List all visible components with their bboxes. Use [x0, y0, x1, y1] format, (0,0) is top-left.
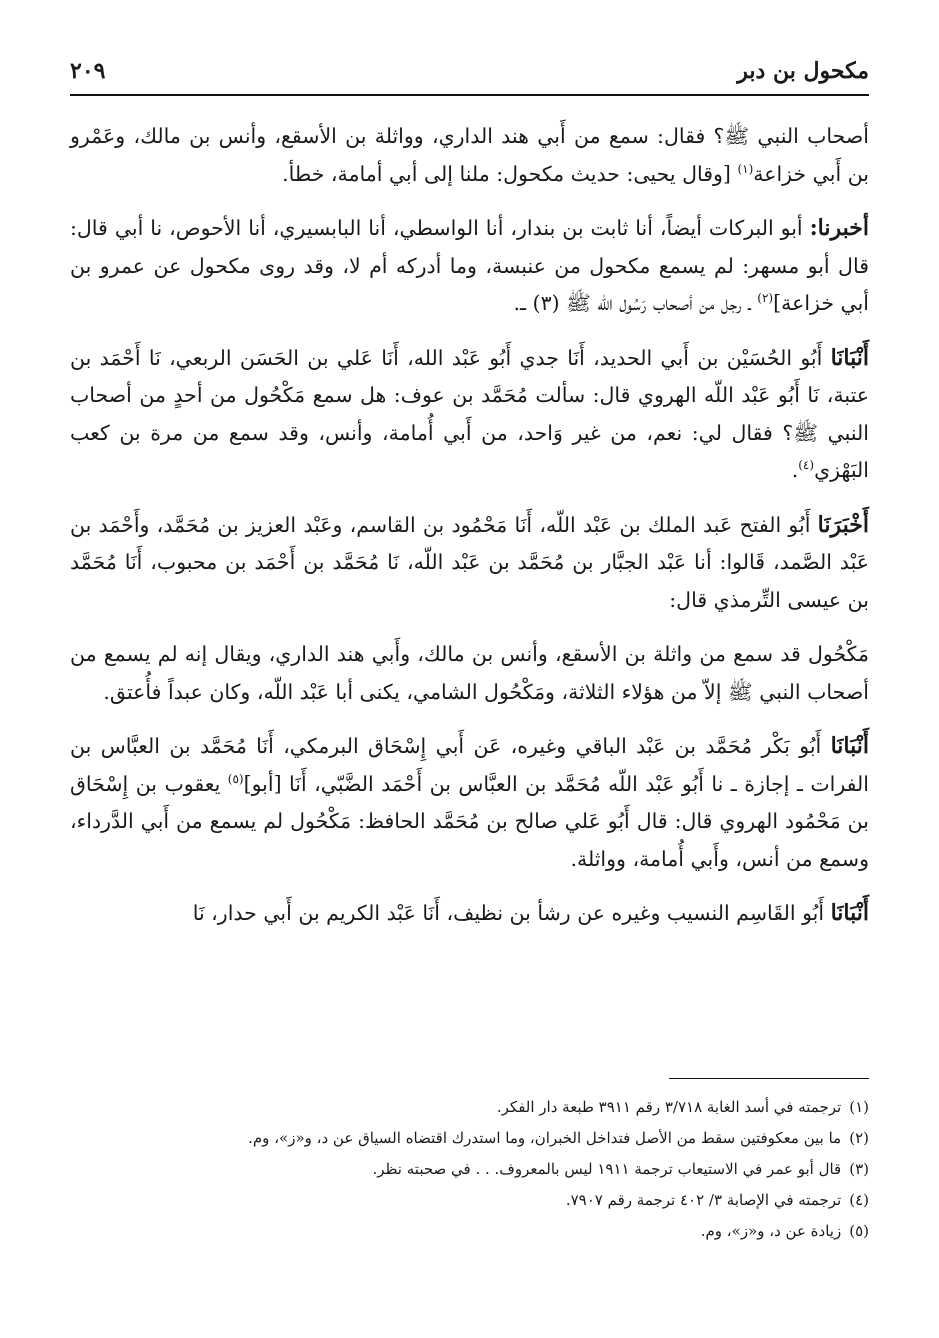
- footnote-text: زيادة عن د، و«ز»، وم.: [700, 1222, 842, 1240]
- footnote: [70, 1123, 869, 1154]
- paragraph-text: أَبُو الحُسَيْن بن أَبي الحديد، أَنَا جدي أَبُو عَبْد الله، أَنَا عَلي بن الحَسَن الربعي، نَا أَحْمَد بن عتبة، نَا أَبُو عَبْد اللّه الهروي قال: سألت مُحَمَّد بن عوف: هل سمع مَكْحُول من أحدٍ من أصحاب النبي ﷺ؟ فقال لي: نعم، من غير وَاحد، من أَبي أُمامة، وأنس، وقد سمع من مرة بن كعب البَهْزي: [70, 345, 869, 482]
- footnote-number: (٣): [849, 1160, 869, 1178]
- paragraph: [70, 895, 869, 933]
- paragraph-tail: ـ رجل من أصحاب رَسُول الله ﷺ (٣) ـ.: [513, 291, 758, 315]
- footnote: [70, 1185, 869, 1216]
- footnote-text: ما بين معكوفتين سقط من الأصل فتداخل الخبران، وما استدرك اقتضاه السياق عن د، و«ز»، وم.: [248, 1129, 842, 1147]
- paragraph: [70, 636, 869, 711]
- footnote-number: (٤): [849, 1191, 869, 1209]
- paragraph-tail: يعقوب بن إِسْحَاق بن مَحْمُود الهروي قال: قال أَبُو عَلي صالح بن مُحَمَّد الحافظ: مَكْحُول لم يسمع من أَبي الدَّرداء، وسمع من أنس، وأَبي أُمامة، وواثلة.: [70, 771, 869, 871]
- footnote-ref[interactable]: (٤): [798, 458, 815, 473]
- footnote-ref[interactable]: (٢): [757, 291, 774, 306]
- footnote-ref[interactable]: (٥): [227, 771, 244, 786]
- paragraph-text: أبو البركات أيضاً، أنا ثابت بن بندار، أنا الواسطي، أنا البابسيري، أنا الأحوص، نا أبي قال: قال أبو مسهر: لم يسمع مكحول من عنبسة، وما أدركه أم لا، وقد روى مكحول عن عمرو بن أبي خزاعة]: [70, 216, 869, 315]
- paragraph: [70, 340, 869, 490]
- header-rule: [70, 94, 869, 96]
- paragraph-text: مَكْحُول قد سمع من واثلة بن الأسقع، وأنس بن مالك، وأَبي هند الداري، ويقال إنه لم يسمع من أصحاب النبي ﷺ إلاّ من هؤلاء الثلاثة، ومَكْحُول الشامي، يكنى أبا عَبْد اللّه، وكان عبداً فأُعتق.: [70, 642, 869, 704]
- footnote-number: (٢): [849, 1129, 869, 1147]
- paragraph-tail: [وقال يحيى: حديث مكحول: ملنا إلى أبي أمامة، خطأ.: [282, 161, 738, 186]
- paragraph: [70, 728, 869, 878]
- footnote: [70, 1216, 869, 1247]
- paragraph-lead: أخبرنا:: [809, 215, 869, 241]
- paragraph-tail: .: [791, 458, 799, 482]
- footnote: [70, 1154, 869, 1185]
- footnote-text: قال أبو عمر في الاستيعاب ترجمة ١٩١١ ليس بالمعروف. . . في صحبته نظر.: [372, 1160, 842, 1178]
- footnote-number: (١): [849, 1098, 869, 1116]
- footnote-text: ترجمته في أسد الغابة ٣/٧١٨ رقم ٣٩١١ طبعة دار الفكر.: [496, 1098, 842, 1116]
- paragraph-text: أَبُو القَاسِم النسيب وغيره عن رشأ بن نظيف، أَنَا عَبْد الكريم بن أَبي حدار، نَا: [192, 901, 831, 925]
- page-header: [70, 52, 869, 96]
- paragraph: [70, 118, 869, 193]
- footnotes: [70, 1092, 869, 1247]
- paragraph-lead: أَنْبَانَا: [830, 900, 869, 926]
- running-title: مكحول بن دبر: [737, 58, 869, 84]
- paragraph-lead: أَخْبَرَنَا: [817, 511, 869, 538]
- main-text: [70, 118, 869, 950]
- footnote-text: ترجمته في الإصابة ٣/ ٤٠٢ ترجمة رقم ٧٩٠٧.: [565, 1191, 842, 1209]
- footnote-ref[interactable]: (١): [737, 161, 754, 176]
- paragraph-lead: أَنْبَانَا: [830, 733, 869, 759]
- paragraph-text: أصحاب النبي ﷺ؟ فقال: سمع من أَبي هند الداري، وواثلة بن الأسقع، وأنس بن مالك، وعَمْرو بن أَبي خزاعة: [70, 124, 869, 186]
- footnote-separator: [669, 1078, 869, 1079]
- paragraph: [70, 210, 869, 323]
- paragraph: [70, 507, 869, 620]
- page-number: ٢٠٩: [70, 58, 106, 84]
- footnote: [70, 1092, 869, 1123]
- paragraph-text: أَبُو بَكْر مُحَمَّد بن عَبْد الباقي وغيره، عَن أَبي إِسْحَاق البرمكي، أَنَا مُحَمَّد بن العبَّاس بن الفرات ـ إجازة ـ نا أَبُو عَبْد اللّه مُحَمَّد بن العبَّاس بن أَحْمَد الضَّبّي، أَنَا [أبو]: [70, 734, 869, 796]
- footnote-number: (٥): [849, 1222, 869, 1240]
- paragraph-text: أَبُو الفتح عَبد الملك بن عَبْد اللّه، أَنَا مَحْمُود بن القاسم، وعَبْد العزيز بن مُحَمَّد، وأَحْمَد بن عَبْد الصَّمد، قَالوا: أنا عَبْد الجبَّار بن مُحَمَّد بن عَبْد اللّه، نَا مُحَمَّد بن أَحْمَد بن محبوب، أَنَا مُحَمَّد بن عيسى التِّرمذي قال:: [70, 512, 869, 612]
- paragraph-lead: أَنْبَانَا: [830, 344, 869, 371]
